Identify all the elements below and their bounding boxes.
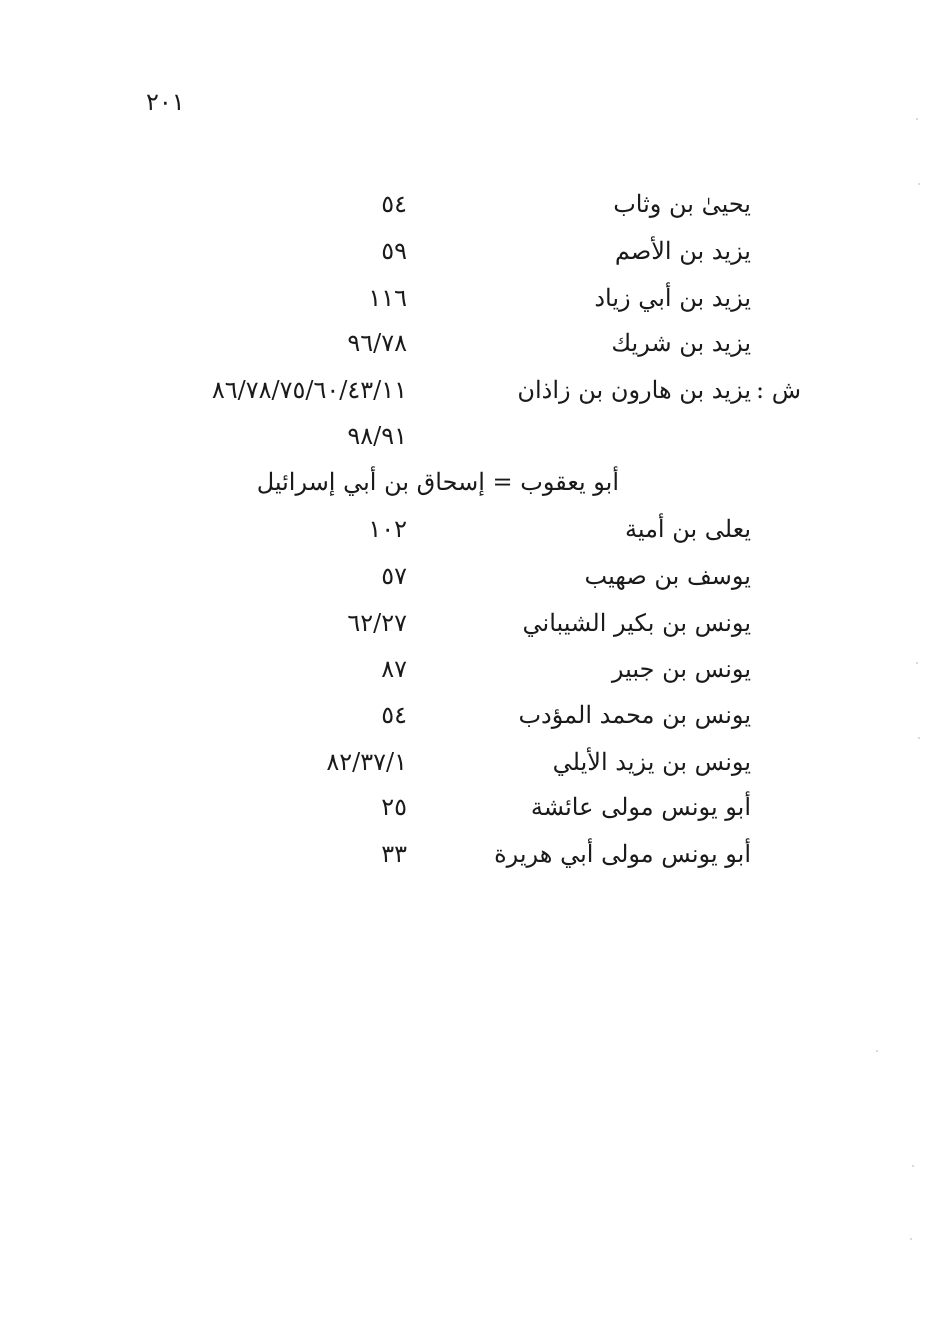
index-entry — [0, 742, 937, 782]
entry-name: يونس بن بكير الشيباني — [522, 609, 751, 637]
entry-name: يزيد بن أبي زياد — [594, 284, 751, 312]
index-entry — [0, 603, 937, 643]
scan-speck — [876, 1050, 878, 1052]
entry-page-refs: ٨٧ — [381, 655, 407, 683]
index-entry — [0, 509, 937, 549]
index-entry — [0, 323, 937, 363]
entry-name: يعلى بن أمية — [624, 515, 751, 543]
entry-page-refs: ٦٢/٢٧ — [347, 609, 407, 637]
entry-page-refs: ٣٣ — [381, 840, 407, 868]
scan-speck — [918, 737, 920, 739]
index-entry — [0, 834, 937, 874]
entry-name: يزيد بن الأصم — [614, 237, 751, 265]
index-entry — [0, 787, 937, 827]
cross-reference-text: أبو يعقوب = إسحاق بن أبي إسرائيل — [256, 468, 619, 496]
entry-name: يزيد بن هارون بن زاذان — [517, 376, 751, 404]
scan-speck — [912, 1165, 914, 1167]
entry-page-refs: ٥٧ — [381, 562, 407, 590]
entry-page-refs: ٢٥ — [381, 793, 407, 821]
entry-page-refs: ٥٩ — [381, 237, 407, 265]
entry-name: يونس بن يزيد الأيلي — [552, 748, 751, 776]
entry-page-refs: ٥٤ — [381, 190, 407, 218]
entry-page-refs: ٩٨/٩١ — [347, 422, 407, 450]
entry-name: يونس بن جبير — [611, 655, 751, 683]
entry-page-refs: ٨٦/٧٨/٧٥/٦٠/٤٣/١١ — [211, 376, 407, 404]
index-entry — [0, 231, 937, 271]
entry-name: أبو يونس مولى عائشة — [530, 793, 751, 821]
index-entry — [0, 649, 937, 689]
entry-name: يزيد بن شريك — [611, 329, 751, 357]
entry-page-refs: ٩٦/٧٨ — [347, 329, 407, 357]
page-number: ٢٠١ — [146, 88, 185, 116]
index-entry — [0, 184, 937, 224]
entry-page-refs: ٥٤ — [381, 701, 407, 729]
entry-name: يونس بن محمد المؤدب — [518, 701, 751, 729]
index-entry — [0, 556, 937, 596]
scan-speck — [916, 118, 918, 120]
scan-speck — [916, 662, 918, 664]
entry-page-refs: ٨٢/٣٧/١ — [326, 748, 407, 776]
index-entry — [0, 370, 937, 410]
scan-speck — [910, 1238, 912, 1240]
entry-name: يوسف بن صهيب — [584, 562, 751, 590]
index-entry — [0, 695, 937, 735]
entry-name: أبو يونس مولى أبي هريرة — [494, 840, 751, 868]
index-entry — [0, 278, 937, 318]
scan-speck — [918, 183, 920, 185]
entry-source-tag: ش : — [755, 376, 801, 404]
entry-page-refs: ١١٦ — [368, 284, 407, 312]
index-cross-reference — [0, 462, 937, 502]
entry-page-refs: ١٠٢ — [368, 515, 407, 543]
index-entry-continuation — [0, 416, 937, 456]
entry-name: يحيىٰ بن وثاب — [613, 190, 751, 218]
